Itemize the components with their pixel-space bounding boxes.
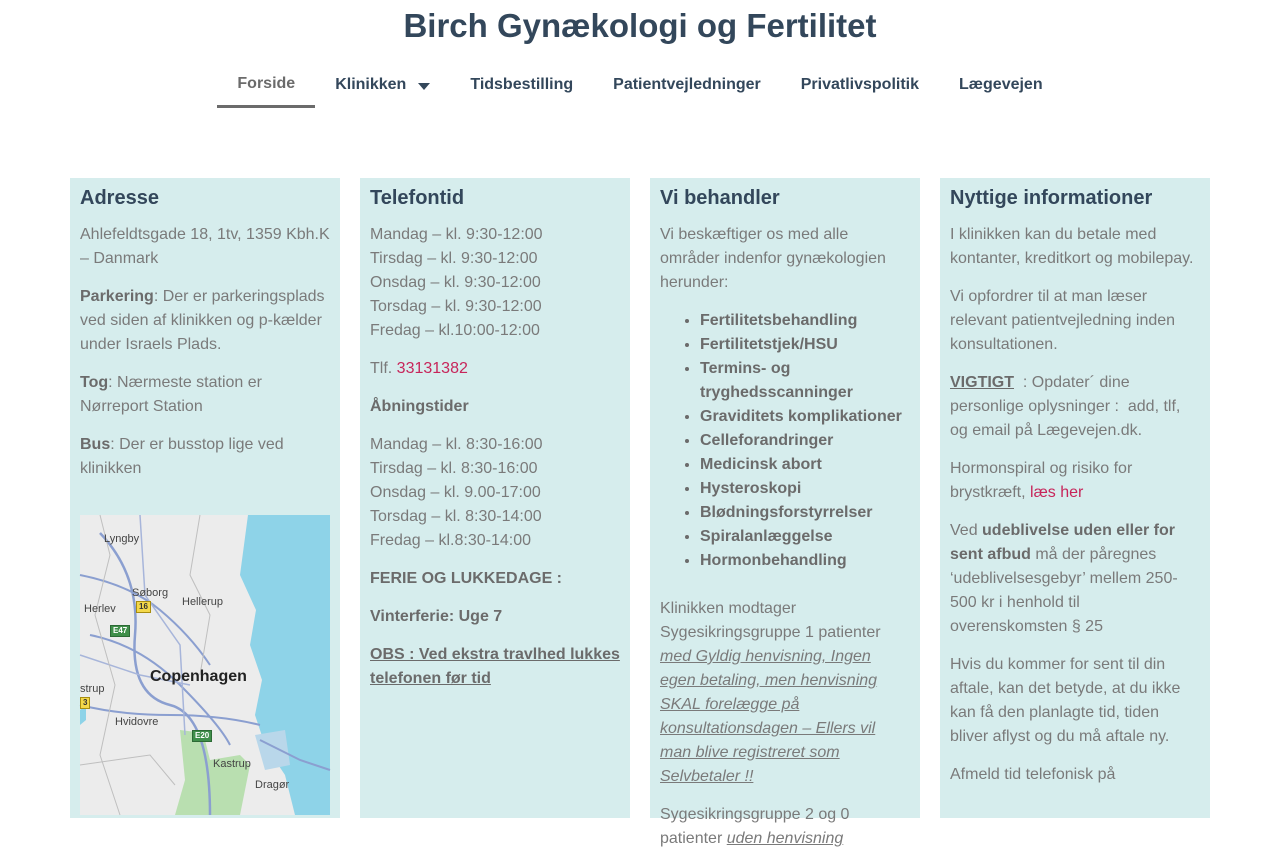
no-show-prefix: Ved	[950, 522, 983, 539]
important-label: VIGTIGT	[950, 374, 1014, 391]
map-label-herlev: Herlev	[84, 603, 116, 615]
treatment-item: • Medicinsk abort	[700, 453, 910, 477]
opening-hours-heading-wrap	[370, 395, 620, 419]
phone-hours-list	[370, 223, 620, 343]
useful-info-heading: Nyttige informationer	[950, 187, 1153, 209]
treatment-item: • Hormonbehandling	[700, 549, 910, 573]
obs-note: OBS : Ved ekstra travlhed lukkes telefonen før tid	[370, 646, 620, 687]
group2-text: Sygesikringsgruppe 2 og 0 patienter	[660, 806, 850, 847]
opening-hours-row: Tirsdag – kl. 8:30-16:00	[370, 460, 538, 477]
nav-item-laegevejen[interactable]	[939, 62, 1063, 108]
winter-holiday-wrap	[370, 605, 620, 629]
treatment-item: • Blødningsforstyrrelser	[700, 501, 910, 525]
treatment-item: • Hysteroskopi	[700, 477, 910, 501]
cancel-info: Afmeld tid telefonisk på	[950, 766, 1116, 783]
group2-link[interactable]: uden henvisning	[726, 830, 844, 847]
nav-item-forside[interactable]	[217, 62, 315, 108]
bus-label: Bus	[80, 436, 111, 453]
road-shield-3: 3	[80, 697, 90, 709]
hormone-info	[950, 457, 1200, 505]
phone-hours-row: Tirsdag – kl. 9:30-12:00	[370, 250, 538, 267]
map-label-dragor: Dragør	[255, 779, 290, 791]
parking-text: : Der er parkeringsplads ved siden af klinikken og p-kælder under Israels Plads.	[80, 288, 325, 353]
map-label-copenhagen: Copenhagen	[150, 668, 247, 685]
opening-hours-row: Onsdag – kl. 9.00-17:00	[370, 484, 541, 501]
map-label-strup: strup	[80, 683, 105, 695]
opening-hours-heading: Åbningstider	[370, 398, 469, 415]
bus-text: : Der er busstop lige ved klinikken	[80, 436, 284, 477]
important-text: : Opdater´ dine personlige oplysninger : add, tlf, og email på Lægevejen.dk.	[950, 374, 1185, 439]
treatments-intro: Vi beskæftiger os med alle områder indenfor gynækologien herunder:	[660, 226, 886, 291]
opening-hours-list	[370, 433, 620, 553]
opening-hours-row: Fredag – kl.8:30-14:00	[370, 532, 531, 549]
treatment-item: • Celleforandringer	[700, 429, 910, 453]
address-heading: Adresse	[80, 187, 159, 209]
phone-number-line	[370, 357, 620, 381]
winter-holiday: Vinterferie: Uge 7	[370, 608, 503, 625]
address-text: Ahlefeldtsgade 18, 1tv, 1359 Kbh.K – Danmark	[80, 226, 330, 267]
nav-item-label: Lægevejen	[959, 76, 1043, 93]
train-text: : Nærmeste station er Nørreport Station	[80, 374, 262, 415]
obs-note-wrap	[370, 643, 620, 691]
treatment-item: • Spiralanlæggelse	[700, 525, 910, 549]
location-map[interactable]	[80, 515, 330, 815]
caret-down-icon[interactable]	[418, 83, 430, 90]
opening-hours-row: Torsdag – kl. 8:30-14:00	[370, 508, 542, 525]
nav-item-klinikken[interactable]	[315, 62, 450, 108]
late-info: Hvis du kommer for sent til din aftale, kan det betyde, at du ikke kan få den planlagte tid, tiden bliver aflyst og du må aftale ny.	[950, 656, 1181, 745]
group2-info	[660, 803, 910, 851]
phone-hours-row: Onsdag – kl. 9:30-12:00	[370, 274, 541, 291]
no-show-bold: udeblivelse uden eller for sent afbud	[950, 522, 1175, 563]
phone-hours-row: Torsdag – kl. 9:30-12:00	[370, 298, 542, 315]
no-show-info	[950, 519, 1200, 639]
phone-hours-column	[360, 178, 630, 818]
treatment-item: • Fertilitetstjek/HSU	[700, 333, 910, 357]
nav-item-label: Patientvejledninger	[613, 76, 761, 93]
parking-label: Parkering	[80, 288, 154, 305]
holiday-heading-wrap	[370, 567, 620, 591]
train-label: Tog	[80, 374, 109, 391]
group1-info	[660, 597, 910, 789]
treatments-column	[650, 178, 920, 847]
nav-item-privatlivspolitik[interactable]	[781, 62, 939, 108]
nav-item-label: Tidsbestilling	[470, 76, 574, 93]
treatments-list	[660, 309, 910, 573]
useful-info-column	[940, 178, 1210, 818]
group1-text: Klinikken modtager Sygesikringsgruppe 1 patienter	[660, 600, 881, 641]
no-show-text: må der påregnes ‘udeblivelsesgebyr’ mellem 250-500 kr i henhold til overenskomsten § 25	[950, 546, 1178, 635]
read-more-link[interactable]: læs her	[1030, 484, 1084, 501]
main-nav	[0, 62, 1280, 108]
treatment-item: • Termins- og tryghedsscanninger	[700, 357, 910, 405]
group1-link[interactable]: med Gyldig henvisning, Ingen egen betaling, men henvisning SKAL forelægge på konsultationsdagen – Ellers vil man blive registreret som Selvbetaler !!	[660, 648, 878, 785]
important-info	[950, 371, 1200, 443]
nav-item-label: Forside	[237, 74, 296, 92]
nav-item-patientvejledninger[interactable]	[593, 62, 781, 108]
map-label-hellerup: Hellerup	[182, 596, 223, 608]
map-label-lyngby: Lyngby	[104, 533, 140, 545]
address-column	[70, 178, 340, 818]
map-label-kastrup: Kastrup	[213, 758, 251, 770]
treatments-heading: Vi behandler	[660, 187, 780, 209]
holiday-heading: FERIE OG LUKKEDAGE :	[370, 570, 563, 587]
payment-info: I klinikken kan du betale med kontanter, kreditkort og mobilepay.	[950, 226, 1194, 267]
nav-item-tidsbestilling[interactable]	[450, 62, 593, 108]
treatment-item: • Graviditets komplikationer	[700, 405, 910, 429]
map-label-soborg: Søborg	[132, 587, 169, 599]
phone-hours-row: Mandag – kl. 9:30-12:00	[370, 226, 543, 243]
train-info	[80, 371, 330, 419]
bus-info	[80, 433, 330, 481]
phone-number-link[interactable]: 33131382	[396, 360, 468, 377]
map-label-hvidovre: Hvidovre	[115, 716, 159, 728]
guidance-info: Vi opfordrer til at man læser relevant patientvejledning inden konsultationen.	[950, 288, 1176, 353]
nav-item-label: Privatlivspolitik	[800, 76, 920, 93]
phone-hours-heading: Telefontid	[370, 187, 465, 209]
opening-hours-row: Mandag – kl. 8:30-16:00	[370, 436, 543, 453]
road-shield-16: 16	[136, 601, 151, 613]
parking-info	[80, 285, 330, 357]
treatment-item: • Fertilitetsbehandling	[700, 309, 910, 333]
phone-label: Tlf.	[370, 360, 393, 377]
phone-hours-row: Fredag – kl.10:00-12:00	[370, 322, 540, 339]
road-shield-e20: E20	[192, 730, 212, 742]
road-shield-e47: E47	[110, 625, 130, 637]
hormone-text: Hormonspiral og risiko for brystkræft,	[950, 460, 1133, 501]
site-title: Birch Gynækologi og Fertilitet	[403, 7, 877, 44]
nav-item-label: Klinikken	[335, 76, 407, 93]
